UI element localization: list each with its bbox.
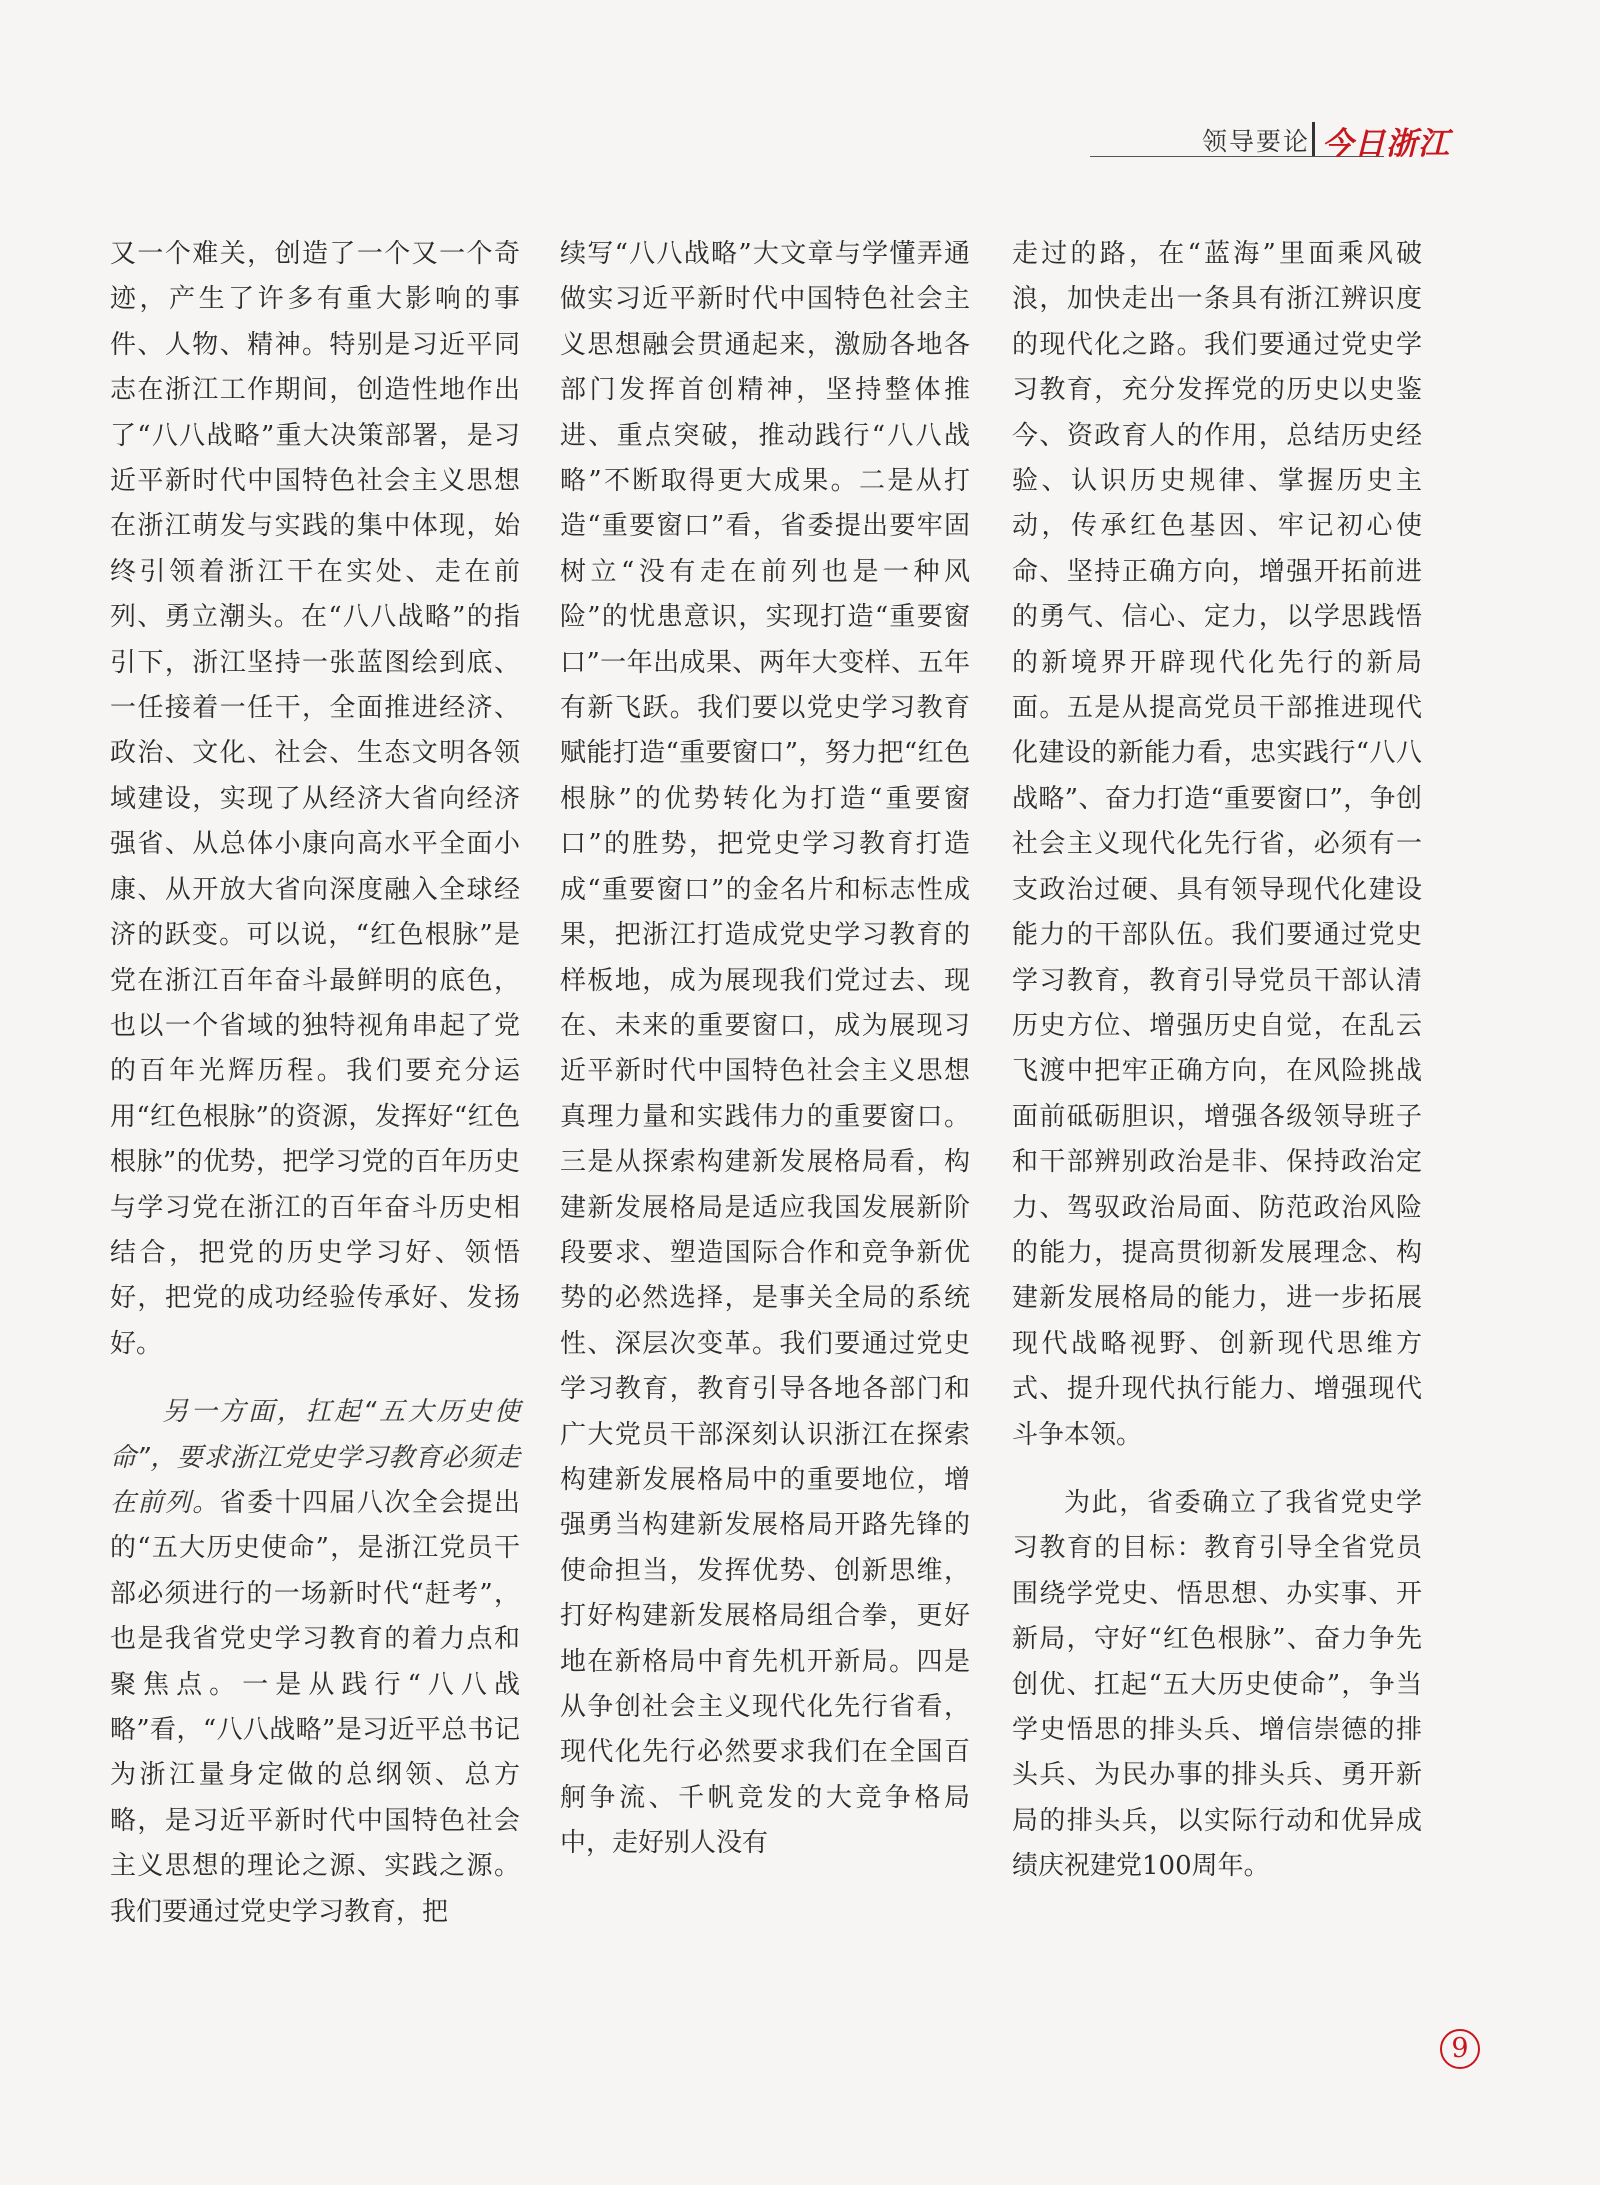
text-column-2 — [560, 232, 970, 1867]
text-column-1 — [110, 232, 520, 1935]
section-label: 领导要论 — [1202, 127, 1311, 156]
header-divider — [1312, 122, 1315, 156]
body-paragraph: 为此，省委确立了我省党史学习教育的目标：教育引导全省党员围绕学党史、悟思想、办实事、开新局，守好“红色根脉”、奋力争先创优、扛起“五大历史使命”，争当学史悟思的排头兵、增信崇德的排头兵、为民办事的排头兵、勇开新局的排头兵，以实际行动和优异成绩庆祝建党100周年。 — [1012, 1487, 1422, 1882]
page-number: 9 — [1440, 2029, 1480, 2069]
body-paragraph — [110, 1390, 520, 1935]
body-paragraph: 走过的路，在“蓝海”里面乘风破浪，加快走出一条具有浙江辨识度的现代化之路。我们要通过党史学习教育，充分发挥党的历史以史鉴今、资政育人的作用，总结历史经验、认识历史规律、掌握历史主动，传承红色基因、牢记初心使命、坚持正确方向，增强开拓前进的勇气、信心、定力，以学思践悟的新境界开辟现代化先行的新局面。五是从提高党员干部推进现代化建设的新能力看，忠实践行“八八战略”、奋力打造“重要窗口”，争创社会主义现代化先行省，必须有一支政治过硬、具有领导现代化建设能力的干部队伍。我们要通过党史学习教育，教育引导党员干部认清历史方位、增强历史自觉，在乱云飞渡中把牢正确方向，在风险挑战面前砥砺胆识，增强各级领导班子和干部辨别政治是非、保持政治定力、驾驭政治局面、防范政治风险的能力，提高贯彻新发展理念、构建新发展格局的能力，进一步拓展现代战略视野、创新现代思维方式、提升现代执行能力、增强现代斗争本领。 — [1012, 239, 1422, 1450]
paragraph-body: 省委十四届八次全会提出的“五大历史使命”，是浙江党员干部必须进行的一场新时代“赶考”，也是我省党史学习教育的着力点和聚焦点。一是从践行“八八战略”看，“八八战略”是习近平总书记为浙江量身定做的总纲领、总方略，是习近平新时代中国特色社会主义思想的理论之源、实践之源。我们要通过党史学习教育，把 — [110, 1487, 520, 1927]
page-header — [1090, 118, 1478, 164]
paragraph-lead: 另一方面，扛起“五大历史使命”，要求浙江党史学习教育必须走在前列。 — [110, 1397, 520, 1518]
body-paragraph: 续写“八八战略”大文章与学懂弄通做实习近平新时代中国特色社会主义思想融会贯通起来，激励各地各部门发挥首创精神，坚持整体推进、重点突破，推动践行“八八战略”不断取得更大成果。二是从打造“重要窗口”看，省委提出要牢固树立“没有走在前列也是一种风险”的忧患意识，实现打造“重要窗口”一年出成果、两年大变样、五年有新飞跃。我们要以党史学习教育赋能打造“重要窗口”，努力把“红色根脉”的优势转化为打造“重要窗口”的胜势，把党史学习教育打造成“重要窗口”的金名片和标志性成果，把浙江打造成党史学习教育的样板地，成为展现我们党过去、现在、未来的重要窗口，成为展现习近平新时代中国特色社会主义思想真理力量和实践伟力的重要窗口。三是从探索构建新发展格局看，构建新发展格局是适应我国发展新阶段要求、塑造国际合作和竞争新优势的必然选择，是事关全局的系统性、深层次变革。我们要通过党史学习教育，教育引导各地各部门和广大党员干部深刻认识浙江在探索构建新发展格局中的重要地位，增强勇当构建新发展格局开路先锋的使命担当，发挥优势、创新思维，打好构建新发展格局组合拳，更好地在新格局中育先机开新局。四是从争创社会主义现代化先行省看，现代化先行必然要求我们在全国百舸争流、千帆竞发的大竞争格局中，走好别人没有 — [560, 239, 970, 1859]
magazine-logo: 今日浙江 — [1322, 126, 1450, 162]
text-column-3 — [1012, 232, 1422, 1890]
body-paragraph: 又一个难关，创造了一个又一个奇迹，产生了许多有重大影响的事件、人物、精神。特别是习近平同志在浙江工作期间，创造性地作出了“八八战略”重大决策部署，是习近平新时代中国特色社会主义思想在浙江萌发与实践的集中体现，始终引领着浙江干在实处、走在前列、勇立潮头。在“八八战略”的指引下，浙江坚持一张蓝图绘到底、一任接着一任干，全面推进经济、政治、文化、社会、生态文明各领域建设，实现了从经济大省向经济强省、从总体小康向高水平全面小康、从开放大省向深度融入全球经济的跃变。可以说，“红色根脉”是党在浙江百年奋斗最鲜明的底色，也以一个省域的独特视角串起了党的百年光辉历程。我们要充分运用“红色根脉”的资源，发挥好“红色根脉”的优势，把学习党的百年历史与学习党在浙江的百年奋斗历史相结合，把党的历史学习好、领悟好，把党的成功经验传承好、发扬好。 — [110, 239, 520, 1359]
